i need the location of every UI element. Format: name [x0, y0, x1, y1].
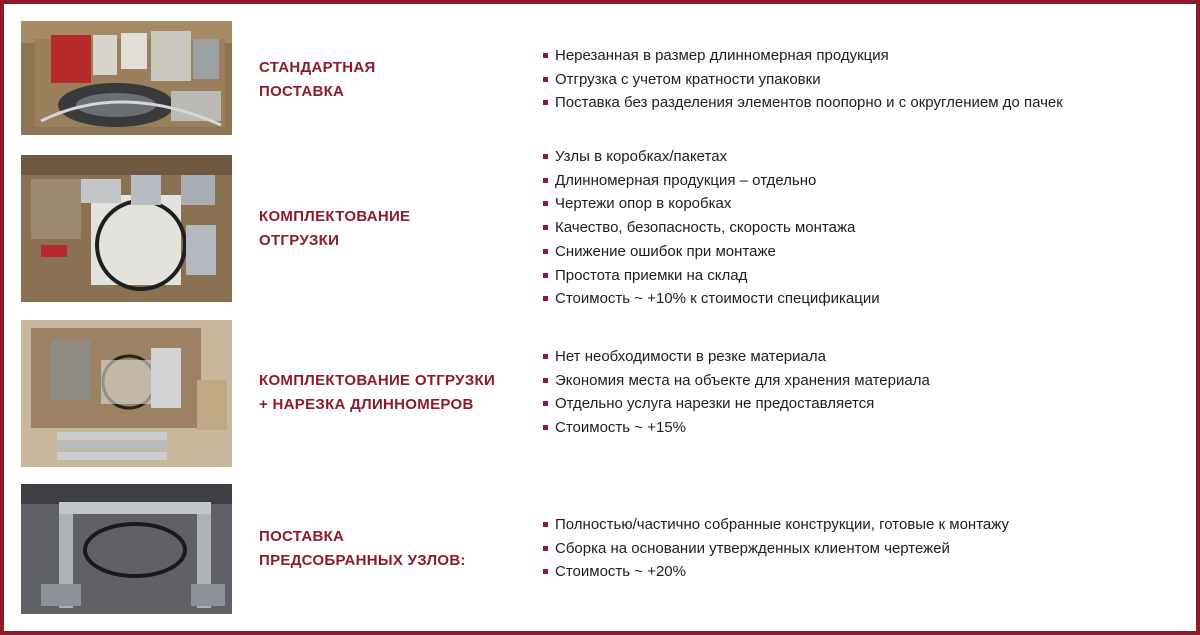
photo-kit-box	[21, 155, 232, 302]
bullet-item: Узлы в коробках/пакетах	[543, 145, 1183, 169]
bullet-item: Стоимость ~ +15%	[543, 416, 1183, 440]
bullet-item: Отдельно услуга нарезки не предоставляется	[543, 392, 1183, 416]
section-title-line: ПОСТАВКА	[259, 83, 345, 100]
section-title-line: ПРЕДСОБРАННЫХ УЗЛОВ:	[259, 552, 466, 569]
bullet-item: Снижение ошибок при монтаже	[543, 240, 1183, 264]
section-title-line: + НАРЕЗКА ДЛИННОМЕРОВ	[259, 396, 474, 413]
bullet-list	[543, 513, 1183, 584]
section-title	[259, 56, 529, 104]
bullet-item: Стоимость ~ +10% к стоимости спецификации	[543, 287, 1183, 311]
bullet-list	[543, 145, 1183, 311]
photo-standard-box	[21, 21, 232, 135]
bullet-item: Экономия места на объекте для хранения материала	[543, 369, 1183, 393]
bullet-item: Сборка на основании утвержденных клиентом чертежей	[543, 537, 1183, 561]
bullet-item: Отгрузка с учетом кратности упаковки	[543, 68, 1183, 92]
bullet-item: Качество, безопасность, скорость монтажа	[543, 216, 1183, 240]
section-title-line: КОМПЛЕКТОВАНИЕ ОТГРУЗКИ	[259, 372, 496, 389]
section-title	[259, 205, 529, 253]
bullet-item: Нерезанная в размер длинномерная продукция	[543, 44, 1183, 68]
bullet-item: Чертежи опор в коробках	[543, 192, 1183, 216]
section-title-line: ОТГРУЗКИ	[259, 232, 340, 249]
bullet-item: Длинномерная продукция – отдельно	[543, 169, 1183, 193]
bullet-item: Поставка без разделения элементов поопорно и с округлением до пачек	[543, 91, 1183, 115]
bullet-item: Стоимость ~ +20%	[543, 560, 1183, 584]
bullet-item: Нет необходимости в резке материала	[543, 345, 1183, 369]
bullet-list	[543, 44, 1183, 115]
section-title	[259, 525, 529, 573]
section-title-line: СТАНДАРТНАЯ	[259, 59, 376, 76]
photo-kit-cut-box	[21, 320, 232, 467]
bullet-list	[543, 345, 1183, 440]
photo-preassembled-frame	[21, 484, 232, 614]
bullet-item: Полностью/частично собранные конструкции, готовые к монтажу	[543, 513, 1183, 537]
section-title-line: КОМПЛЕКТОВАНИЕ	[259, 208, 411, 225]
bullet-item: Простота приемки на склад	[543, 264, 1183, 288]
section-title-line: ПОСТАВКА	[259, 528, 345, 545]
section-title	[259, 369, 529, 417]
